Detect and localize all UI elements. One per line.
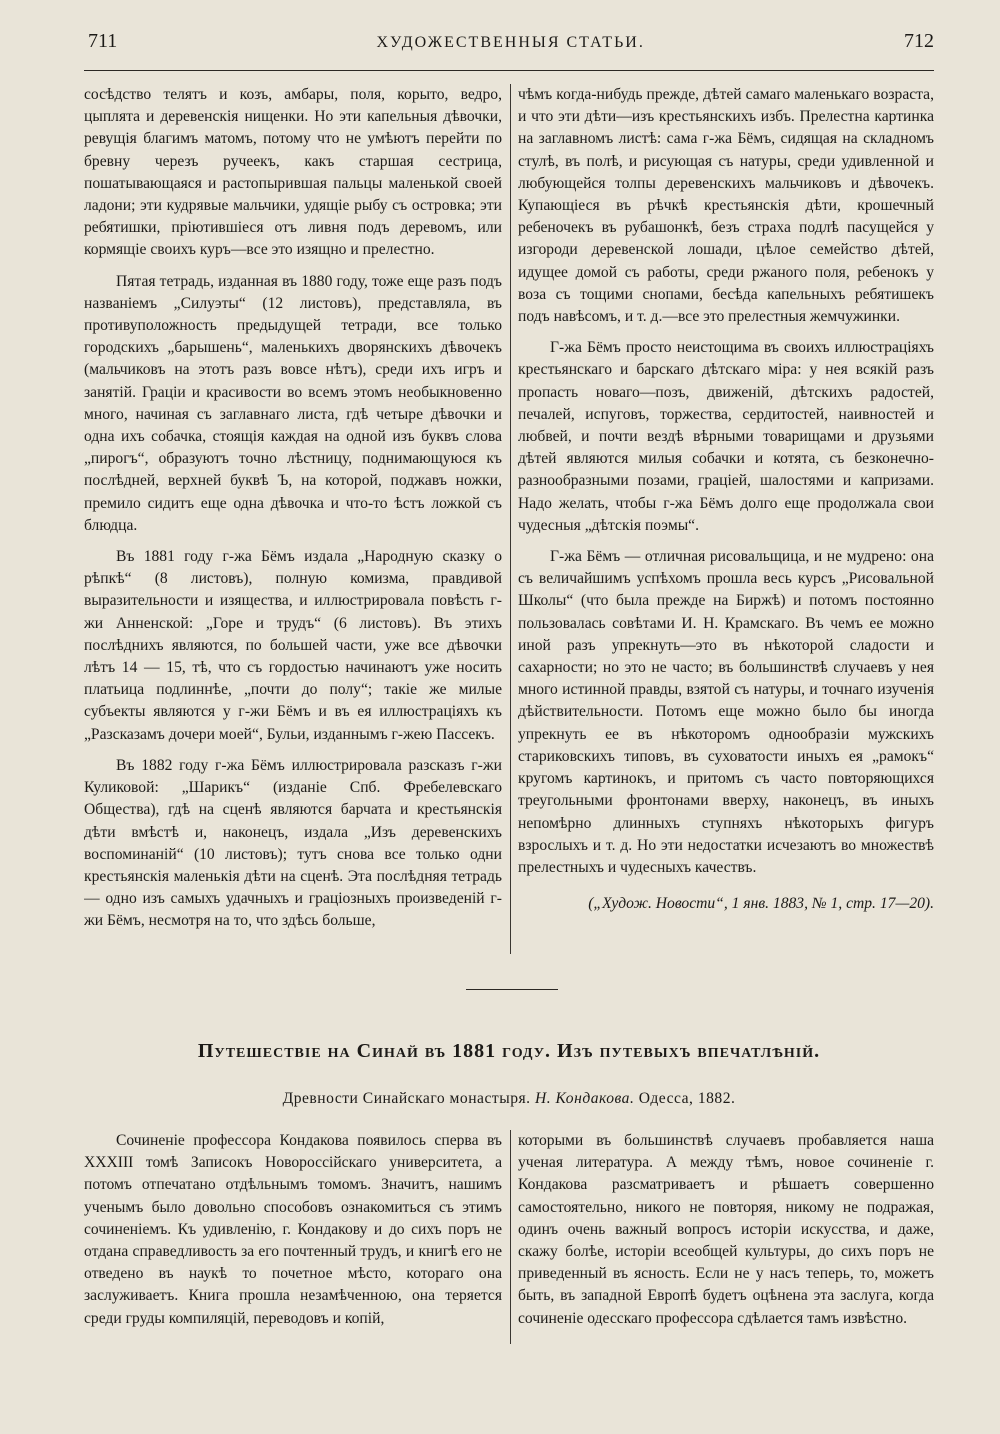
subtitle-author: Н. Кондакова. (534, 1090, 635, 1107)
paragraph: Пятая тетрадь, изданная въ 1880 году, тоже еще разъ подъ названіемъ „Силуэты“ (12 листовъ), представляла, въ противуположность предыдущей тетради, все только городскихъ „барышень“, маленькихъ дворянскихъ дѣвочекъ (мальчиковъ на этотъ разъ вовсе нѣтъ), среди ихъ игръ и занятій. Граціи и красивости во всемъ этомъ необыкновенно много, начиная съ заглавнаго листа, гдѣ четыре дѣвочки и одна ихъ собачка, стоящія каждая на одной изъ буквъ слова „пирогъ“, образуютъ точно лѣстницу, поднимающуюся къ послѣдней, верхней буквѣ Ъ, на которой, поджавъ ножки, премило сидитъ еще одна дѣвочка и что-то ѣстъ ложкой съ блюдца. (84, 272, 502, 534)
header-rule (84, 70, 934, 71)
article-title: Путешествіе на Синай въ 1881 году. Изъ путевыхъ впечатлѣній. (197, 1040, 821, 1062)
running-title: ХУДОЖЕСТВЕННЫЯ СТАТЬИ. (376, 34, 645, 51)
column-divider (510, 84, 511, 954)
subtitle-place-year: Одесса, 1882. (638, 1090, 736, 1107)
section-separator (466, 989, 558, 990)
paragraph: Сочиненіе профессора Кондакова появилось сперва въ XXXIII томѣ Записокъ Новороссійскаго университета, а потомъ отпечатано отдѣльнымъ томомъ. Значитъ, нашимъ ученымъ было довольно способовъ ознакомиться съ этимъ сочиненіемъ. Къ удивленію, г. Кондакову и до сихъ поръ не отдана справедливость за его почтенный трудъ, и книгѣ его не отведено въ наукѣ то почетное мѣсто, котораго она заслуживаетъ. Книга прошла незамѣченною, она теряется среди груды компиляцій, переводовъ и копій, (84, 1132, 502, 1327)
article1-right-column (518, 84, 934, 954)
paragraph: чѣмъ когда-нибудь прежде, дѣтей самаго маленькаго возраста, и что эти дѣти—изъ крестьянскихъ избъ. Прелестна картинка на заглавномъ листѣ: сама г-жа Бёмъ, сидящая на складномъ стулѣ, въ полѣ, и рисующая съ натуры, среди удивленной и любующейся толпы деревенскихъ мальчиковъ и дѣвочекъ. Купающіеся въ рѣчкѣ крестьянскія дѣти, крошечный ребеночекъ въ рубашонкѣ, безъ страха подлѣ пасущейся у изгороди деревенской лошади, цѣлое семейство дѣтей, идущее домой съ работы, среди ржаного поля, ребенокъ у воза съ тощими снопами, бесѣда капельныхъ ребятишекъ подъ навѣсомъ, и т. д.—все это прелестныя жемчужинки. (518, 86, 934, 326)
page-number-right: 712 (904, 30, 934, 52)
paragraph: сосѣдство телятъ и козъ, амбары, поля, корыто, ведро, цыплята и деревенскія нищенки. Но эти капельныя дѣвочки, ревущія благимъ матомъ, потому что не умѣютъ перейти по бревну черезъ ручеекъ, какъ старшая сестрица, пошатывающаяся и растопырившая пальцы маленькой своей ладони; эти кудрявые мальчики, удящіе рыбу съ островка; эти ребятишки, пріютившіеся отъ ливня подъ деревомъ, или кормящіе своихъ куръ—все это изящно и прелестно. (84, 86, 502, 259)
paragraph: Въ 1881 году г-жа Бёмъ издала „Народную сказку о рѣпкѣ“ (8 листовъ), полную комизма, правдивой выразительности и изящества, и иллюстрировала повѣсть г-жи Анненской: „Горе и трудъ“ (6 листовъ). Въ этихъ послѣднихъ являются, по большей части, уже все дѣвочки лѣтъ 14 — 15, тѣ, что съ гордостью начинаютъ уже носить платьица подлиннѣе, „почти до полу“; такіе же милые субъекты являются у г-жи Бёмъ и въ ея иллюстраціяхъ къ „Разсказамъ дочери моей“, Бульи, изданнымъ г-жею Пассекъ. (84, 548, 502, 743)
page-number-left: 711 (88, 30, 118, 52)
paragraph: которыми въ большинствѣ случаевъ пробавляется наша ученая литература. А между тѣмъ, новое сочиненіе г. Кондакова разсматриваетъ и рѣшаетъ совершенно самостоятельно, никого не повторяя, никому не подражая, одинъ очень важный вопросъ исторіи искусства, и даже, скажу болѣе, исторіи всеобщей культуры, до сихъ поръ не приведенный въ ясность. Если не у насъ теперь, то, можетъ быть, въ западной Европѣ будетъ оцѣнена эта заслуга, когда сочиненіе одесскаго профессора сдѣлается тамъ извѣстно. (518, 1132, 934, 1327)
subtitle-work: Древности Синайскаго монастыря. (282, 1090, 531, 1107)
paragraph: Г-жа Бёмъ — отличная рисовальщица, и не мудрено: она съ величайшимъ успѣхомъ прошла весь курсъ „Рисовальной Школы“ (что была прежде на Биржѣ) и потомъ постоянно пользовалась совѣтами И. Н. Крамскаго. Въ чемъ ее можно иной разъ упрекнуть—это въ нѣкоторой сладости и сахарности; но это не часто; въ большинствѣ случаевъ у нея много истинной правды, взятой съ натуры, и точнаго изученія дѣйствительности. Потомъ еще можно было бы иногда упрекнуть ее въ нѣкоторомъ однообразіи мужскихъ стариковскихъ типовъ, въ суховатости иныхъ ея „рамокъ“ кругомъ картинокъ, и притомъ съ часто повторяющихся треугольными фронтонами вверху, наконецъ, въ иныхъ непомѣрно длинныхъ ступняхъ нѣкоторыхъ фигуръ взрослыхъ и т. д. Но эти недостатки исчезаютъ во множествѣ прелестныхъ и чудесныхъ качествъ. (518, 548, 934, 876)
paragraph: Г-жа Бёмъ просто неистощима въ своихъ иллюстраціяхъ крестьянскаго и барскаго дѣтскаго міра: у нея всякій разъ пропасть новаго—позъ, движеній, дѣтскихъ радостей, печалей, испуговъ, торжества, сердитостей, наивностей и любвей, и почти вездѣ вѣрными товарищами и друзьями дѣтей являются милыя собачки и котята, съ безконечно-разнообразными позами, граціей, шалостями и капризами. Надо желать, чтобы г-жа Бёмъ долго еще продолжала свои чудесныя „дѣтскія поэмы“. (518, 339, 934, 534)
article2-left-column (84, 1130, 502, 1350)
article1-left-column (84, 84, 502, 954)
column-divider (510, 1130, 511, 1344)
article-subtitle (84, 1090, 934, 1108)
running-head (88, 30, 934, 53)
paragraph: Въ 1882 году г-жа Бёмъ иллюстрировала разсказъ г-жи Куликовой: „Шарикъ“ (изданіе Спб. Фребелевскаго Общества), гдѣ на сценѣ являются барчата и крестьянскія дѣти вмѣстѣ и, наконецъ, издала „Изъ деревенскихъ воспоминаній“ (10 листовъ); тутъ снова все только одни крестьянскія маленькія дѣти на сценѣ. Эта послѣдняя тетрадь — одно изъ самыхъ удачныхъ и граціозныхъ произведеній г-жи Бёмъ, несмотря на то, что здѣсь больше, (84, 756, 502, 930)
article2-right-column (518, 1130, 934, 1350)
citation: („Худож. Новости“, 1 янв. 1883, № 1, стр. 17—20). (588, 895, 934, 913)
